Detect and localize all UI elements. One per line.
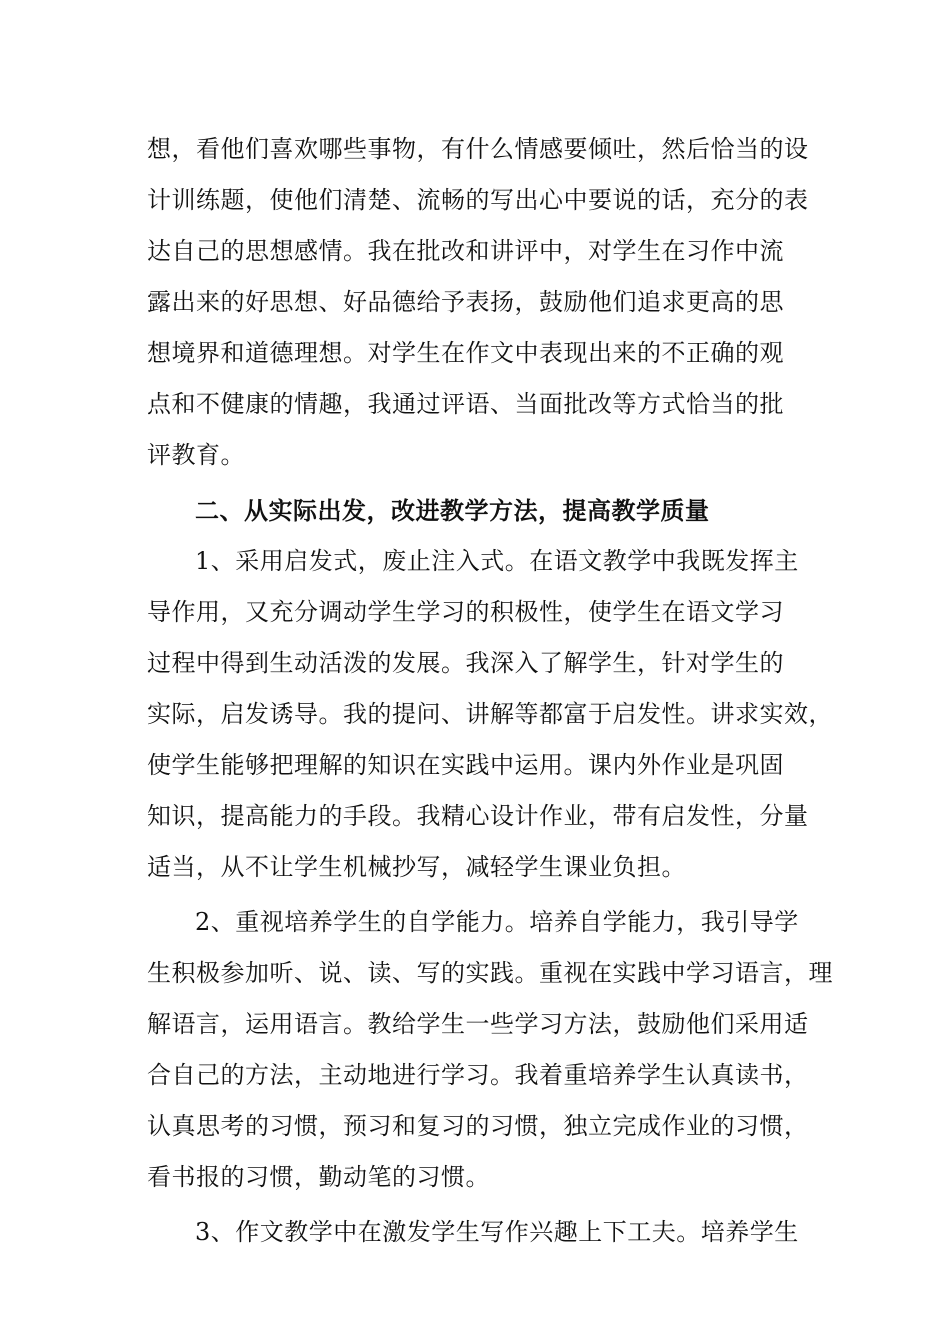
text-line: 使学生能够把理解的知识在实践中运用。课内外作业是巩固	[147, 751, 784, 779]
text-line: 2、重视培养学生的自学能力。培养自学能力，我引导学	[195, 908, 799, 936]
paragraph-2	[147, 536, 833, 893]
text-line: 达自己的思想感情。我在批改和讲评中，对学生在习作中流	[147, 237, 784, 265]
text-line: 认真思考的习惯，预习和复习的习惯，独立完成作业的习惯，	[147, 1112, 809, 1140]
text-line: 合自己的方法，主动地进行学习。我着重培养学生认真读书，	[147, 1061, 809, 1089]
text-line: 计训练题，使他们清楚、流畅的写出心中要说的话，充分的表	[147, 186, 809, 214]
text-line: 解语言，运用语言。教给学生一些学习方法，鼓励他们采用适	[147, 1010, 809, 1038]
text-line: 导作用，又充分调动学生学习的积极性，使学生在语文学习	[147, 598, 784, 626]
text-line: 1、采用启发式，废止注入式。在语文教学中我既发挥主	[195, 547, 799, 575]
paragraph-3	[147, 897, 833, 1203]
document-body	[147, 124, 833, 1258]
paragraph-4	[147, 1207, 807, 1258]
text-line: 3、作文教学中在激发学生写作兴趣上下工夫。培养学生	[195, 1218, 799, 1246]
text-line: 想境界和道德理想。对学生在作文中表现出来的不正确的观	[147, 339, 784, 367]
text-line: 想，看他们喜欢哪些事物，有什么情感要倾吐，然后恰当的设	[147, 135, 809, 163]
text-line: 看书报的习惯，勤动笔的习惯。	[147, 1163, 490, 1191]
text-line: 生积极参加听、说、读、写的实践。重视在实践中学习语言，理	[147, 959, 833, 987]
text-line: 露出来的好思想、好品德给予表扬，鼓励他们追求更高的思	[147, 288, 784, 316]
paragraph-1	[147, 124, 807, 481]
text-line: 点和不健康的情趣，我通过评语、当面批改等方式恰当的批	[147, 390, 784, 418]
text-line: 知识，提高能力的手段。我精心设计作业，带有启发性，分量	[147, 802, 809, 830]
text-line: 过程中得到生动活泼的发展。我深入了解学生，针对学生的	[147, 649, 784, 677]
section-heading: 二、从实际出发，改进教学方法，提高教学质量	[195, 496, 710, 525]
text-line: 实际，启发诱导。我的提问、讲解等都富于启发性。讲求实效，	[147, 700, 833, 728]
text-line: 适当，从不让学生机械抄写，减轻学生课业负担。	[147, 853, 686, 881]
text-line: 评教育。	[147, 441, 245, 469]
